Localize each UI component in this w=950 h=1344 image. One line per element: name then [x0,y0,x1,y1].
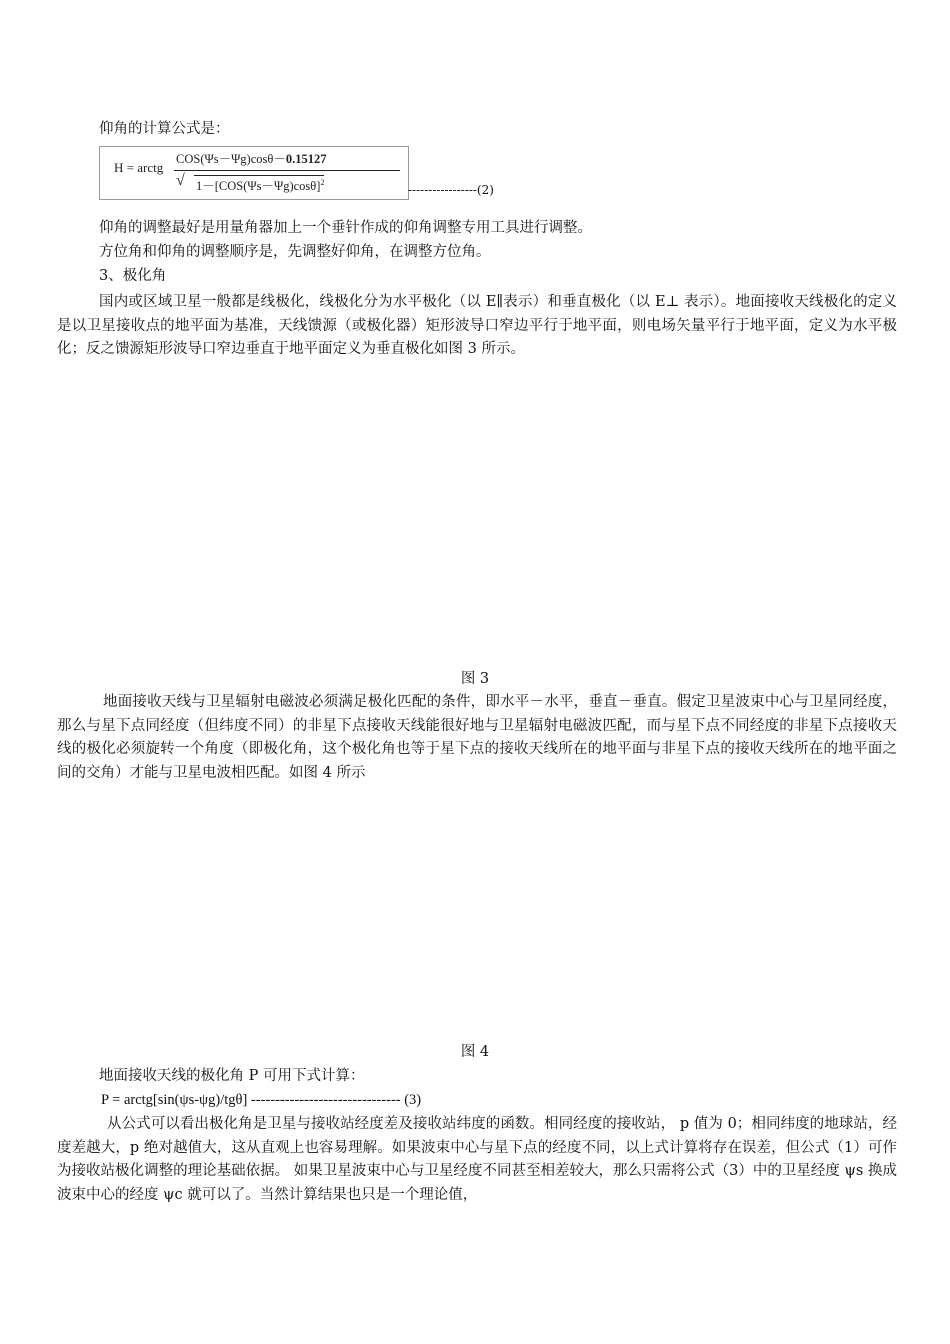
formula-2-number: -----------------(2) [408,183,494,197]
polarization-definition-paragraph: 国内或区域卫星一般都是线极化，线极化分为水平极化（以 E∥表示）和垂直极化（以 E⊥ 表示）。地面接收天线极化的定义是以卫星接收点的地平面为基准，天线馈源（或极化器）矩形波导口窄边平行于地平面，则电场矢量平行于地平面，定义为水平极化；反之馈源矩形波导口窄边垂直于地平面定义为垂直极化如图 3 所示。 [57,294,897,357]
adjust-order-text: 方位角和仰角的调整顺序是，先调整好仰角，在调整方位角。 [99,244,491,260]
figure-3-caption: 图 3 [460,671,490,687]
formula-numerator-text: COS(Ψs－Ψg)cosθ－ [176,152,286,166]
fraction-bar [174,170,400,171]
formula-numerator-constant: 0.15127 [285,152,327,166]
elevation-formula-intro: 仰角的计算公式是： [99,121,230,137]
polarization-formula: P = arctg[sin(ψs-ψg)/tgθ] ------------------------------- (3) [101,1092,422,1108]
formula-denominator [194,175,324,194]
polarization-matching-paragraph: 地面接收天线与卫星辐射电磁波必须满足极化匹配的条件，即水平－水平，垂直－垂直。假定卫星波束中心与卫星同经度，那么与星下点同经度（但纬度不同）的非星下点接收天线能很好地与卫星辐射电磁波匹配，而与星下点不同经度的非星下点接收天线的极化必须旋转一个角度（即极化角，这个极化角也等于星下点的接收天线所在的地平面与非星下点的接收天线所在的地平面之间的交角）才能与卫星电波相匹配。如图 4 所示 [57,694,897,781]
elevation-tool-text: 仰角的调整最好是用量角器加上一个垂针作成的仰角调整专用工具进行调整。 [99,220,592,236]
formula-numerator [176,149,326,167]
formula-denominator-text: 1－[COS(Ψs－Ψg)cosθ] [196,179,321,193]
radical-sign: √ [176,172,185,189]
section-heading-polarization: 3、极化角 [99,268,167,284]
conclusion-paragraph: 从公式可以看出极化角是卫星与接收站经度差及接收站纬度的函数。相同经度的接收站， p 值为 0；相同纬度的地球站，经度差越大，p 绝对越值大，这从直观上也容易理解。如果波束中心与星下点的经度不同，以上式计算将存在误差，但公式（1）可作为接收站极化调整的理论基础依据。 如果卫星波束中心与卫星经度不同甚至相差较大，那么只需将公式（3）中的卫星经度 ψs 换成波束中心的经度 ψc 就可以了。当然计算结果也只是一个理论值， [57,1116,897,1203]
formula-lhs: H = arctg [114,160,164,175]
figure-4-caption: 图 4 [460,1044,490,1060]
formula-denominator-power: 2 [320,177,325,187]
elevation-formula-image [99,146,409,200]
polarization-formula-intro: 地面接收天线的极化角 P 可用下式计算： [99,1068,365,1084]
